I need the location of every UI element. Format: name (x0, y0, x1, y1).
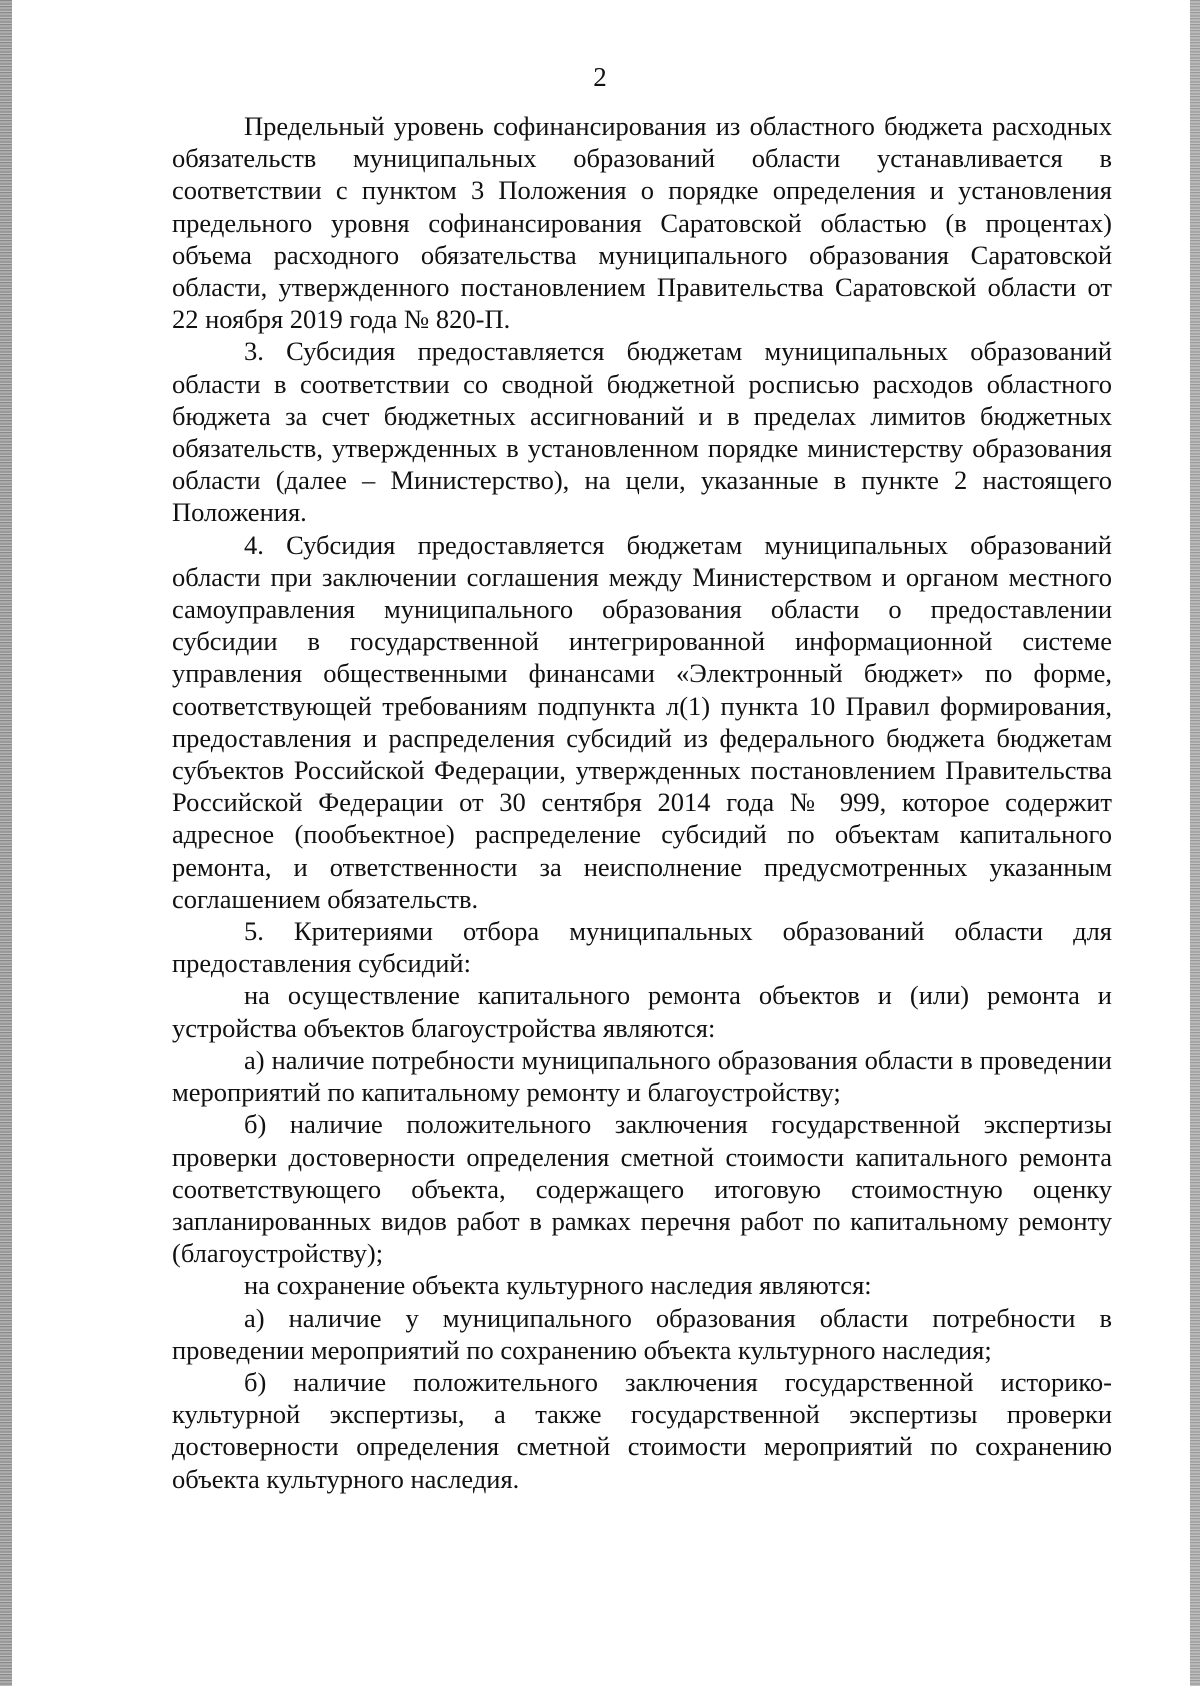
paragraph-cofinancing-level: Предельный уровень софинансирования из областного бюджета расходных обязательств муниципальных образований области устанавливается в соответствии с пунктом 3 Положения о порядке определения и установления предельного уровня софинансирования Саратовской областью (в процентах) объема расходного обязательства муниципального образования Саратовской области, утвержденного постановлением Правительства Саратовской области от 22 ноября 2019 года № 820-П. (172, 111, 1112, 335)
paragraph-item-5: 5. Критериями отбора муниципальных образований области для предоставления субсидий: (172, 916, 1112, 979)
paragraph-criterion-b-heritage: б) наличие положительного заключения государственной историко-культурной экспертизы, а также государственной экспертизы проверки достоверности определения сметной стоимости мероприятий по сохранению объекта культурного наследия. (172, 1366, 1112, 1494)
page-number: 2 (593, 62, 607, 92)
paragraph-heritage-criteria: на сохранение объекта культурного наследия являются: (244, 1270, 872, 1301)
paragraph-item-4: 4. Субсидия предоставляется бюджетам муниципальных образований области при заключении соглашения между Министерством и органом местного самоуправления муниципального образования области о предоставлении субсидии в государственной интегрированной информационной системе управления общественными финансами «Электронный бюджет» по форме, соответствующей требованиям подпункта л(1) пункта 10 Правил формирования, предоставления и распределения субсидий из федерального бюджета бюджетам субъектов Российской Федерации, утвержденных постановлением Правительства Российской Федерации от 30 сентября 2014 года № 999, которое содержит адресное (пообъектное) распределение субсидий по объектам капитального ремонта, и ответственности за неисполнение предусмотренных указанным соглашением обязательств. (172, 529, 1112, 914)
paragraph-capital-repair-criteria: на осуществление капитального ремонта объектов и (или) ремонта и устройства объектов благоустройства являются: (172, 980, 1112, 1043)
paragraph-criterion-a-repair: а) наличие потребности муниципального образования области в проведении мероприятий по капитальному ремонту и благоустройству; (172, 1044, 1112, 1108)
paragraph-criterion-a-heritage: а) наличие у муниципального образования области потребности в проведении мероприятий по сохранению объекта культурного наследия; (172, 1302, 1112, 1365)
document-body (172, 110, 1112, 1495)
paragraph-criterion-b-repair: б) наличие положительного заключения государственной экспертизы проверки достоверности определения сметной стоимости капитального ремонта соответствующего объекта, содержащего итоговую стоимостную оценку запланированных видов работ в рамках перечня работ по капитальному ремонту (благоустройству); (172, 1109, 1112, 1269)
scan-edge-right (1190, 0, 1200, 1686)
scan-edge-left (0, 0, 12, 1686)
paragraph-item-3: 3. Субсидия предоставляется бюджетам муниципальных образований области в соответствии со сводной бюджетной росписью расходов областного бюджета за счет бюджетных ассигнований и в пределах лимитов бюджетных обязательств, утвержденных в установленном порядке министерству образования области (далее – Министерство), на цели, указанные в пункте 2 настоящего Положения. (172, 336, 1112, 528)
